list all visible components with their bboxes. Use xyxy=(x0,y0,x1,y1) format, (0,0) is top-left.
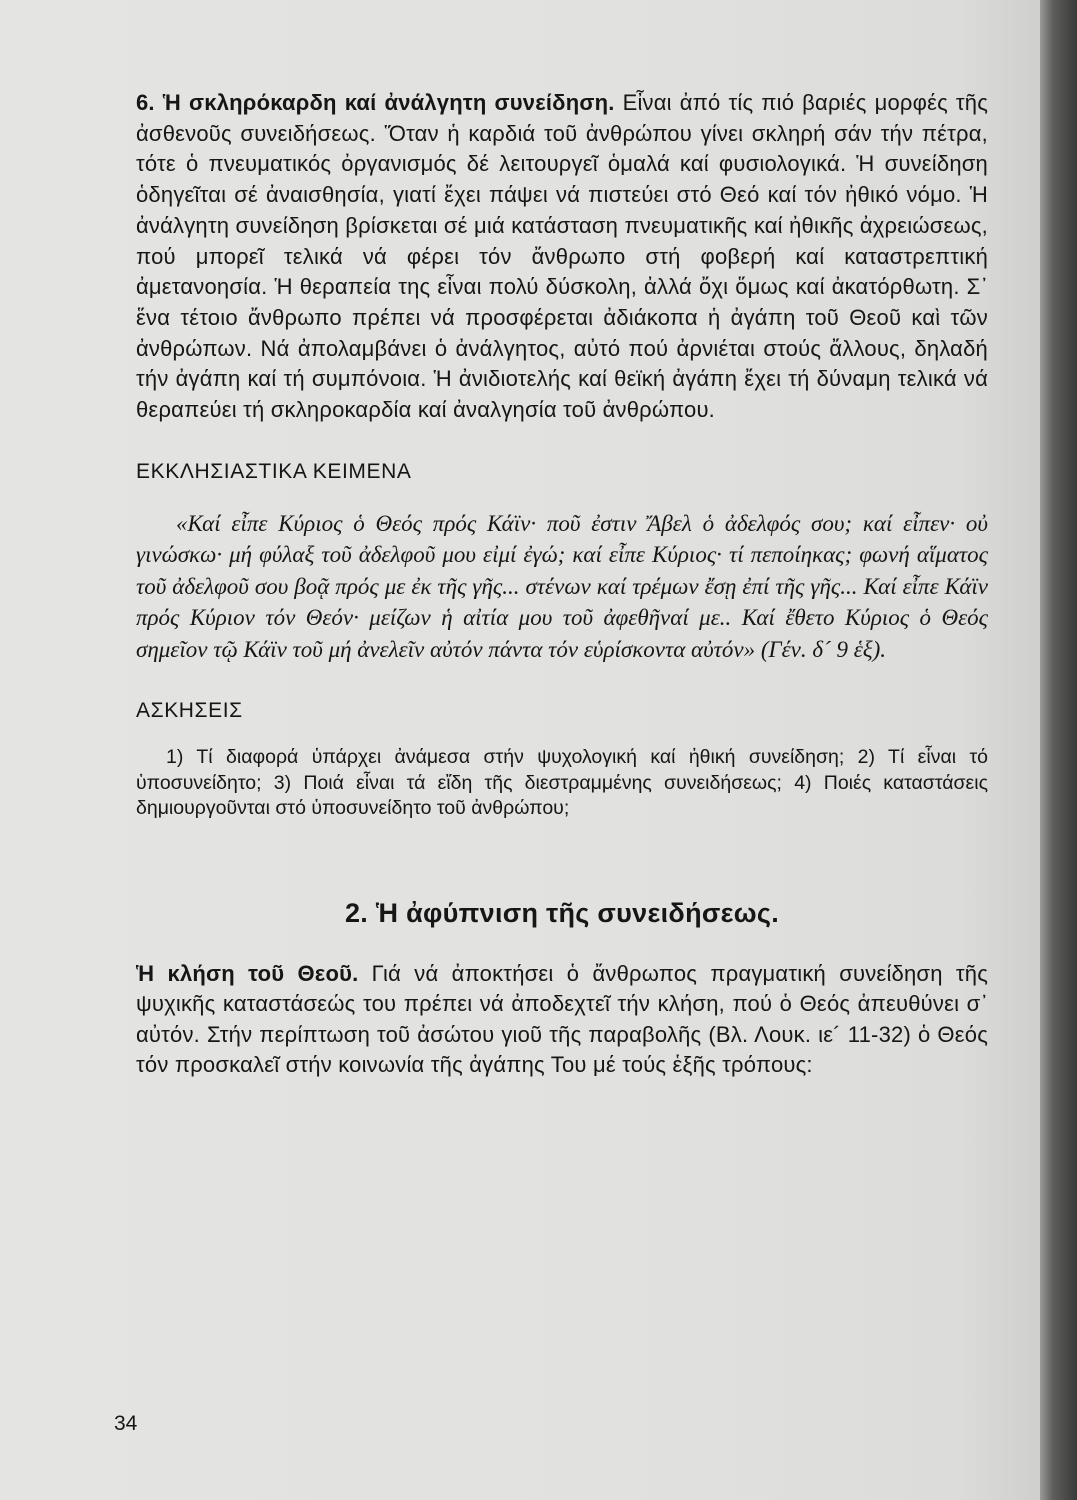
chapter-2-heading: 2. Ἡ ἀφύπνιση τῆς συνειδήσεως. xyxy=(344,897,780,928)
exercises-label: ΑΣΚΗΣΕΙΣ xyxy=(136,699,243,723)
page-number: 34 xyxy=(114,1412,138,1435)
chapter-2-paragraph xyxy=(136,959,988,1081)
exercises-text: 1) Τί διαφορά ὑπάρχει ἀνάμεσα στήν ψυχολογική καί ἠθική συνείδηση; 2) Τί εἶναι τό ὑποσυνείδητο; 3) Ποιά εἶναι τά εἴδη τῆς διεστραμμένης συνειδήσεως; 4) Ποιές καταστάσεις δημιουργοῦνται στό ὑποσυνείδητο τοῦ ἀνθρώπου; xyxy=(136,746,988,820)
book-binding-edge xyxy=(1040,0,1077,1500)
page-content xyxy=(136,88,988,1081)
chapter-2-text: Γιά νά ἀποκτήσει ὁ ἄνθρωπος πραγματική συνείδηση τῆς ψυχικῆς καταστάσεώς του πρέπει νά ἀποδεχτεῖ τήν κλήση, πού ὁ Θεός ἀπευθύνει σ᾽ αὐτόν. Στήν περίπτωση τοῦ ἀσώτου γιοῦ τῆς παραβολῆς (Βλ. Λουκ. ιε´ 11-32) ὁ Θεός τόν προσκαλεῖ στήν κοινωνία τῆς ἀγάπης Του μέ τούς ἑξῆς τρόπους: xyxy=(136,960,989,1078)
section-6-heading: 6. Ἡ σκληρόκαρδη καί ἀνάλγητη συνείδηση. xyxy=(136,90,615,115)
section-6-text: Εἶναι ἀπό τίς πιό βαριές μορφές τῆς ἀσθενοῦς συνειδήσεως. Ὅταν ἡ καρδιά τοῦ ἀνθρώπου γίνει σκληρή σάν τήν πέτρα, τότε ὁ πνευματικός ὀργανισμός δέ λειτουργεῖ ὁμαλά καί φυσιολογικά. Ἡ συνείδηση ὁδηγεῖται σέ ἀναισθησία, γιατί ἔχει πάψει νά πιστεύει στό Θεό καί τόν ἠθικό νόμο. Ἡ ἀνάλγητη συνείδηση βρίσκεται σέ μιά κατάσταση πνευματικῆς καί ἠθικῆς ἀχρειώσεως, πού μπορεῖ τελικά νά φέρει τόν ἄνθρωπο στή φοβερή καί καταστρεπτική ἀμετανοησία. Ἡ θεραπεία της εἶναι πολύ δύσκολη, ἀλλά ὄχι ὅμως καί ἀκατόρθωτη. Σ᾽ ἕνα τέτοιο ἄνθρωπο πρέπει νά προσφέρεται ἀδιάκοπα ἡ ἀγάπη τοῦ Θεοῦ καὶ τῶν ἀνθρώπων. Νά ἀπολαμβάνει ὁ ἀνάλγητος, αὐτό πού ἀρνιέται στούς ἄλλους, δηλαδή τήν ἀγάπη καί τή συμπόνοια. Ἡ ἀνιδιοτελής καί θεϊκή ἀγάπη ἔχει τή δύναμη τελικά νά θεραπεύει τή σκληροκαρδία καί ἀναλγησία τοῦ ἀνθρώπου. xyxy=(136,90,989,423)
church-texts-label: ΕΚΚΛΗΣΙΑΣΤΙΚΑ ΚΕΙΜΕΝΑ xyxy=(136,459,412,483)
chapter-2-lead: Ἡ κλήση τοῦ Θεοῦ. xyxy=(136,960,359,986)
church-texts-quote: «Καί εἶπε Κύριος ὁ Θεός πρός Κάϊν· ποῦ ἐστιν Ἄβελ ὁ ἀδελφός σου; καί εἶπεν· οὐ γινώσκω· μή φύλαξ τοῦ ἀδελφοῦ μου εἰμί ἐγώ; καί εἶπε Κύριος· τί πεποίηκας; φωνή αἵματος τοῦ ἀδελφοῦ σου βοᾷ πρός με ἐκ τῆς γῆς... στένων καί τρέμων ἔσῃ ἐπί τῆς γῆς... Καί εἶπε Κάϊν πρός Κύριον τόν Θεόν· μείζων ἡ αἰτία μου τοῦ ἀφεθῆναί με.. Καί ἔθετο Κύριος ὁ Θεός σημεῖον τῷ Κάϊν τοῦ μή ἀνελεῖν αὐτόν πάντα τόν εὑρίσκοντα αὐτόν» (Γέν. δ´ 9 ἑξ). xyxy=(136,510,988,662)
section-6-paragraph xyxy=(136,88,988,426)
